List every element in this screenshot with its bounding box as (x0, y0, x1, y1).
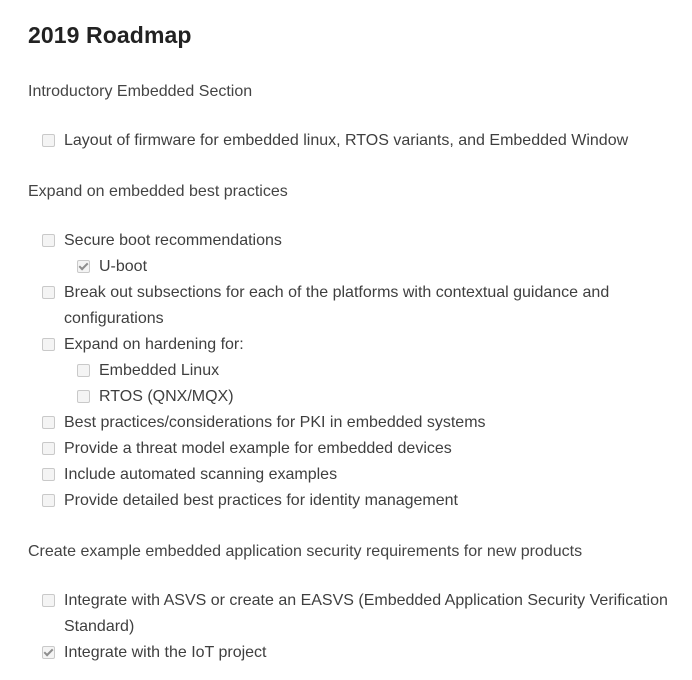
task-checkbox[interactable] (42, 286, 55, 299)
task-item (42, 128, 628, 154)
task-checkbox-checked[interactable] (77, 260, 90, 273)
task-label: RTOS (QNX/MQX) (99, 388, 234, 405)
page-title: 2019 Roadmap (28, 22, 192, 48)
task-checkbox[interactable] (42, 234, 55, 247)
task-item (42, 462, 337, 488)
task-label: Break out subsections for each of the platforms with contextual guidance and configurations (64, 284, 610, 327)
task-item (77, 358, 219, 384)
task-checkbox[interactable] (42, 468, 55, 481)
task-item (42, 332, 244, 358)
task-checkbox[interactable] (42, 338, 55, 351)
task-checkbox[interactable] (42, 416, 55, 429)
task-checkbox-checked[interactable] (42, 646, 55, 659)
task-label: Include automated scanning examples (64, 466, 338, 483)
task-label: Secure boot recommendations (64, 232, 282, 249)
task-checkbox[interactable] (77, 364, 90, 377)
task-label: Integrate with ASVS or create an EASVS (Embedded Application Security Verification Standard) (64, 592, 668, 635)
task-checkbox[interactable] (42, 442, 55, 455)
section-heading-introductory: Introductory Embedded Section (28, 83, 253, 100)
task-checkbox[interactable] (42, 594, 55, 607)
task-item (42, 588, 672, 640)
task-label: Expand on hardening for: (64, 336, 244, 353)
task-checkbox[interactable] (42, 494, 55, 507)
task-label: Layout of firmware for embedded linux, RTOS variants, and Embedded Window (64, 132, 629, 149)
task-label: Embedded Linux (99, 362, 220, 379)
task-item (77, 384, 234, 410)
task-label: Provide detailed best practices for identity management (64, 492, 458, 509)
section-heading-best-practices: Expand on embedded best practices (28, 183, 288, 200)
task-checkbox[interactable] (77, 390, 90, 403)
task-item (42, 228, 282, 254)
section-heading-requirements: Create example embedded application security requirements for new products (28, 543, 583, 560)
task-label: U-boot (99, 258, 148, 275)
task-label: Best practices/considerations for PKI in embedded systems (64, 414, 486, 431)
task-label: Provide a threat model example for embedded devices (64, 440, 452, 457)
task-label: Integrate with the IoT project (64, 644, 267, 661)
task-item (42, 410, 486, 436)
task-item (42, 280, 652, 332)
task-item (42, 488, 458, 514)
task-item (42, 436, 452, 462)
task-item (42, 640, 266, 666)
task-checkbox[interactable] (42, 134, 55, 147)
task-item (77, 254, 147, 280)
